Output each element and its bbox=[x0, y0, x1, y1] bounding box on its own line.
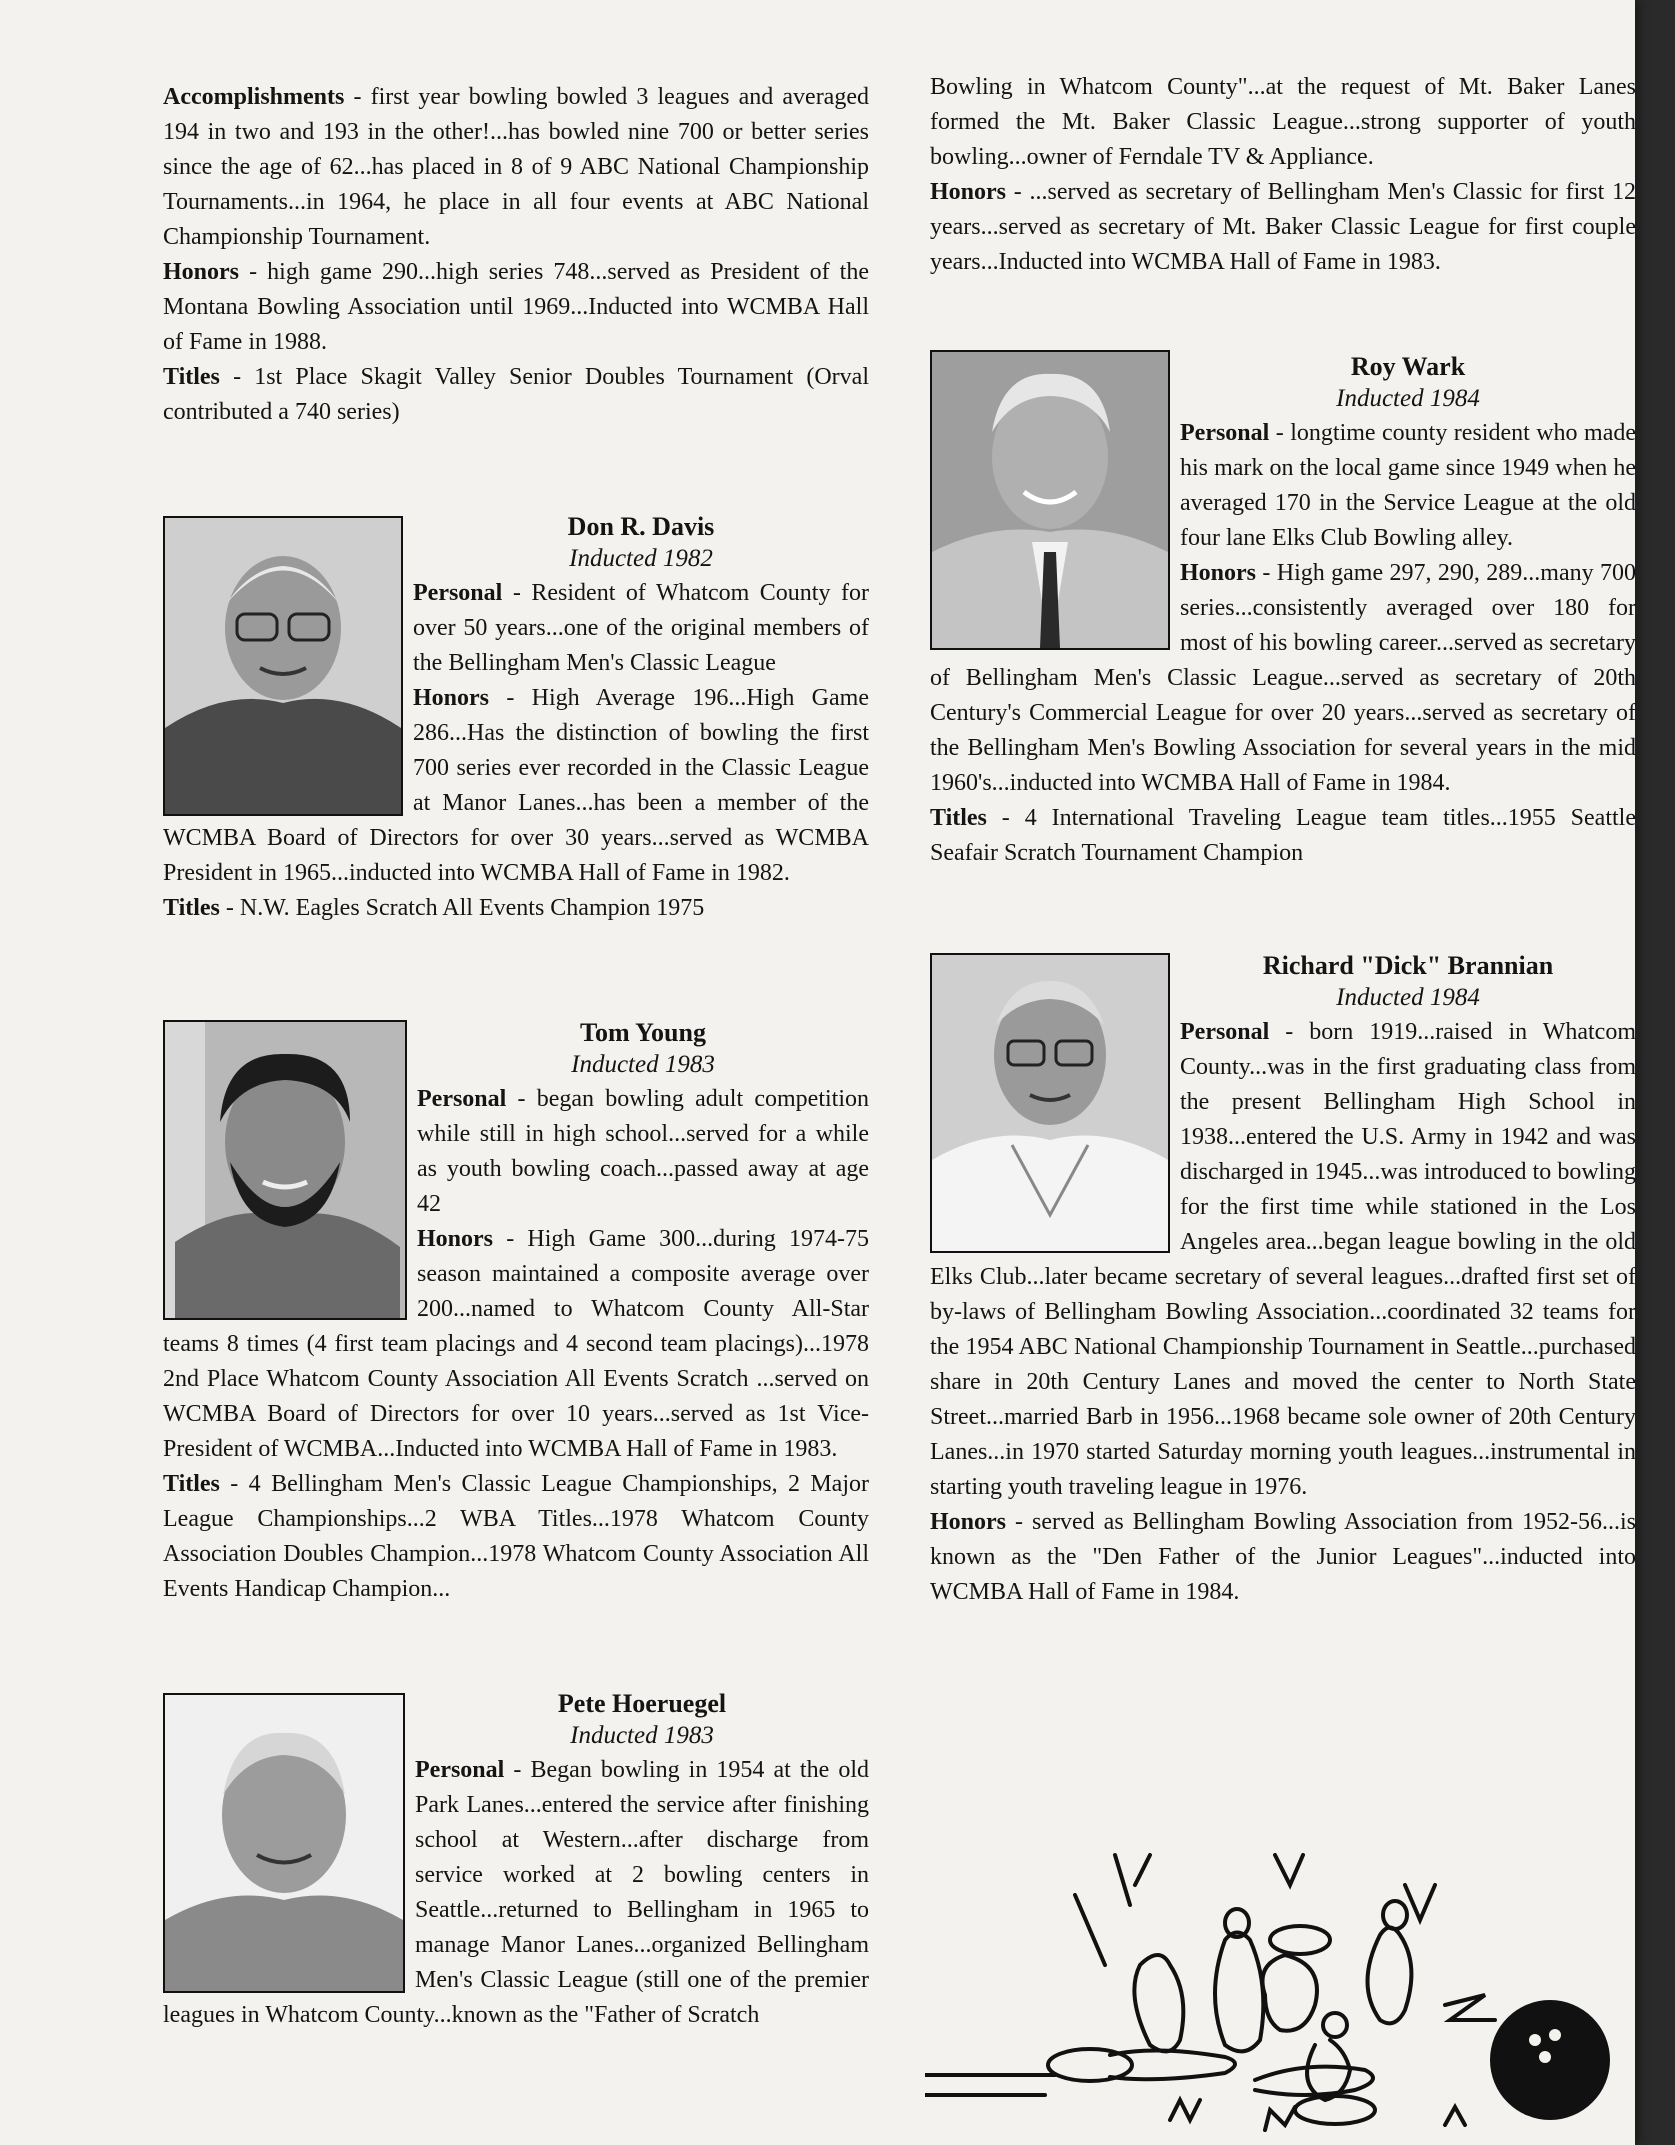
young-inducted: Inducted 1983 bbox=[571, 1051, 715, 1078]
personal-text: - Resident of Whatcom County for over 50 years...one of the original members of the Bellingham Men's Classic League bbox=[413, 580, 869, 676]
brannian-photo bbox=[930, 953, 1170, 1253]
honors-text: - ...served as secretary of Bellingham Men's Classic for first 12 years...served as secretary of Mt. Baker Classic League for first couple years...Inducted into WCMBA Hall of Fame in 1983. bbox=[930, 179, 1636, 275]
titles-label: Titles bbox=[163, 895, 220, 921]
wark-inducted: Inducted 1984 bbox=[1336, 385, 1480, 412]
hoeruegel-name: Pete Hoeruegel bbox=[557, 1689, 727, 1718]
hoeruegel-entry bbox=[163, 1687, 869, 2033]
honors-paragraph bbox=[163, 255, 869, 360]
continued-entry bbox=[930, 70, 1636, 280]
davis-titles-paragraph bbox=[163, 891, 869, 926]
brannian-entry bbox=[930, 949, 1636, 1610]
titles-text: - N.W. Eagles Scratch All Events Champion 1975 bbox=[219, 895, 705, 921]
brannian-inducted: Inducted 1984 bbox=[1336, 984, 1480, 1011]
intro-entry bbox=[163, 80, 869, 430]
continued-honors-paragraph bbox=[930, 175, 1636, 280]
personal-text: - began bowling adult competition while still in high school...served for a while as youth bowling coach...passed away at age 42 bbox=[417, 1086, 869, 1217]
honors-text: - high game 290...high series 748...served as President of the Montana Bowling Association until 1969...Inducted into WCMBA Hall of Fame in 1988. bbox=[163, 259, 869, 355]
personal-label: Personal bbox=[413, 580, 503, 606]
personal-label: Personal bbox=[417, 1086, 507, 1112]
honors-label: Honors bbox=[930, 1509, 1007, 1535]
honors-label: Honors bbox=[930, 179, 1007, 205]
young-name: Tom Young bbox=[580, 1018, 706, 1047]
accomplishments-text: - first year bowling bowled 3 leagues and averaged 194 in two and 193 in the other!...has bowled nine 700 or better series since the age of 62...has placed in 8 of 9 ABC National Championship Tournaments...in 1964, he place in all four events at ABC National Championship Tournament. bbox=[163, 84, 869, 250]
wark-name: Roy Wark bbox=[1350, 352, 1466, 381]
titles-text: - 4 International Traveling League team titles...1955 Seattle Seafair Scratch Tournament Champion bbox=[930, 805, 1636, 866]
wark-photo bbox=[930, 350, 1170, 650]
wark-entry bbox=[930, 350, 1636, 871]
young-photo bbox=[163, 1020, 407, 1320]
continued-paragraph: Bowling in Whatcom County"...at the request of Mt. Baker Lanes formed the Mt. Baker Classic League...strong supporter of youth bowling...owner of Ferndale TV & Appliance. bbox=[930, 74, 1636, 170]
hoeruegel-photo bbox=[163, 1693, 405, 1993]
bowling-pins-illustration bbox=[925, 1845, 1625, 2140]
personal-label: Personal bbox=[415, 1757, 505, 1783]
davis-name: Don R. Davis bbox=[567, 512, 715, 541]
honors-label: Honors bbox=[1180, 560, 1257, 586]
titles-text: - 1st Place Skagit Valley Senior Doubles Tournament (Orval contributed a 740 series) bbox=[163, 364, 869, 425]
davis-photo bbox=[163, 516, 403, 816]
davis-entry bbox=[163, 510, 869, 926]
personal-text: - Began bowling in 1954 at the old Park Lanes...entered the service after finishing school at Western...after discharge from service worked at 2 bowling centers in Seattle...returned to Bellingham in 1965 to manage Manor Lanes...organized Bellingham Men's Classic League (still one of the premier leagues in Whatcom County...known as the "Father of Scratch bbox=[163, 1757, 869, 2028]
honors-text: - High Average 196...High Game 286...Has the distinction of bowling the first 700 series ever recorded in the Classic League at Manor Lanes...has been a member of the WCMBA Board of Directors for over 30 years...served as WCMBA President in 1965...inducted into WCMBA Hall of Fame in 1982. bbox=[163, 685, 869, 886]
davis-inducted: Inducted 1982 bbox=[569, 545, 713, 572]
young-titles-paragraph bbox=[163, 1467, 869, 1607]
brannian-name: Richard "Dick" Brannian bbox=[1262, 951, 1554, 980]
honors-label: Honors bbox=[413, 685, 490, 711]
left-column bbox=[163, 80, 869, 2033]
titles-label: Titles bbox=[930, 805, 987, 831]
personal-text: - born 1919...raised in Whatcom County...was in the first graduating class from the present Bellingham High School in 1938...entered the U.S. Army in 1942 and was discharged in 1945...was introduced to bowling for the first time while stationed in the Los Angeles area...began league bowling in the old Elks Club...later became secretary of several leagues...drafted first set of by-laws of Bellingham Bowling Association...coordinated 32 teams for the 1954 ABC National Championship Tournament in Seattle...purchased share in 20th Century Lanes and moved the center to North State Street...married Barb in 1956...1968 became sole owner of 20th Century Lanes...in 1970 started Saturday morning youth leagues...instrumental in starting youth traveling league in 1976. bbox=[930, 1019, 1636, 1500]
accomplishments-paragraph bbox=[163, 80, 869, 255]
titles-text: - 4 Bellingham Men's Classic League Championships, 2 Major League Championships...2 WBA Titles...1978 Whatcom County Association Doubles Champion...1978 Whatcom County Association All Events Handicap Champion... bbox=[163, 1471, 869, 1602]
honors-text: - High game 297, 290, 289...many 700 series...consistently averaged over 180 for most of his bowling career...served as secretary of Bellingham Men's Classic League...served as secretary of 20th Century's Commercial League for over 20 years...served as secretary of the Bellingham Men's Bowling Association for several years in the mid 1960's...inducted into WCMBA Hall of Fame in 1984. bbox=[930, 560, 1636, 796]
honors-label: Honors bbox=[163, 259, 240, 285]
honors-text: - served as Bellingham Bowling Association from 1952-56...is known as the "Den Father of the Junior Leagues"...inducted into WCMBA Hall of Fame in 1984. bbox=[930, 1509, 1636, 1605]
brannian-honors-paragraph bbox=[930, 1505, 1636, 1610]
personal-text: - longtime county resident who made his mark on the local game since 1949 when he averaged 170 in the Service League at the old four lane Elks Club Bowling alley. bbox=[1180, 420, 1636, 551]
personal-label: Personal bbox=[1180, 1019, 1270, 1045]
titles-paragraph bbox=[163, 360, 869, 430]
wark-titles-paragraph bbox=[930, 801, 1636, 871]
titles-label: Titles bbox=[163, 364, 220, 390]
accomplishments-label: Accomplishments bbox=[163, 84, 345, 110]
titles-label: Titles bbox=[163, 1471, 220, 1497]
young-entry bbox=[163, 1016, 869, 1607]
personal-label: Personal bbox=[1180, 420, 1270, 446]
hoeruegel-inducted: Inducted 1983 bbox=[570, 1722, 714, 1749]
right-column bbox=[930, 70, 1636, 1610]
honors-label: Honors bbox=[417, 1226, 494, 1252]
honors-text: - High Game 300...during 1974-75 season maintained a composite average over 200...named to Whatcom County All-Star teams 8 times (4 first team placings and 4 second team placings)...1978 2nd Place Whatcom County Association All Events Scratch ...served on WCMBA Board of Directors for over 10 years...served as 1st Vice-President of WCMBA...Inducted into WCMBA Hall of Fame in 1983. bbox=[163, 1226, 869, 1462]
